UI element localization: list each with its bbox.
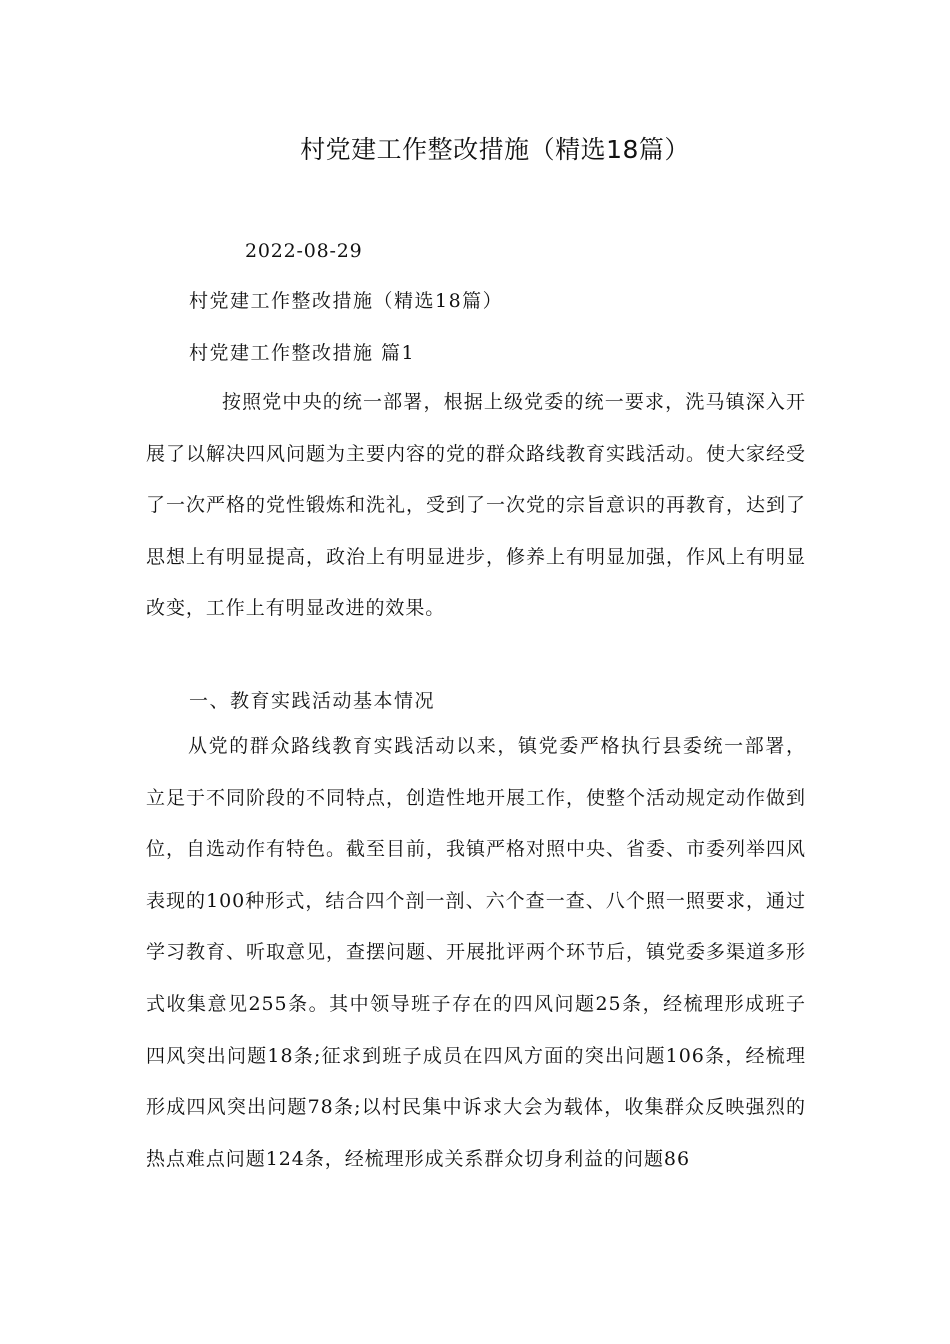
section-heading: 村党建工作整改措施 篇1 — [189, 342, 416, 364]
paragraph-1: 按照党中央的统一部署，根据上级党委的统一要求，洗马镇深入开展了以解决四风问题为主要内容的党的群众路线教育实践活动。使大家经受了一次严格的党性锻炼和洗礼，受到了一次党的宗旨意识的再教育，达到了思想上有明显提高，政治上有明显进步，修养上有明显加强，作风上有明显改变，工作上有明显改进的效果。 — [146, 391, 806, 620]
document-title: 村党建工作整改措施（精选18篇） — [300, 135, 690, 164]
document-date: 2022-08-29 — [245, 240, 363, 262]
document-subtitle: 村党建工作整改措施（精选18篇） — [189, 290, 504, 312]
heading-1: 一、教育实践活动基本情况 — [189, 690, 436, 712]
paragraph-2: 从党的群众路线教育实践活动以来，镇党委严格执行县委统一部署，立足于不同阶段的不同特点，创造性地开展工作，使整个活动规定动作做到位，自选动作有特色。截至目前，我镇严格对照中央、省委、市委列举四风表现的100种形式，结合四个剖一剖、六个查一查、八个照一照要求，通过学习教育、听取意见，查摆问题、开展批评两个环节后，镇党委多渠道多形式收集意见255条。其中领导班子存在的四风问题25条，经梳理形成班子四风突出问题18条;征求到班子成员在四风方面的突出问题106条，经梳理形成四风突出问题78条;以村民集中诉求大会为载体，收集群众反映强烈的热点难点问题124条，经梳理形成关系群众切身利益的问题86 — [146, 735, 806, 1170]
